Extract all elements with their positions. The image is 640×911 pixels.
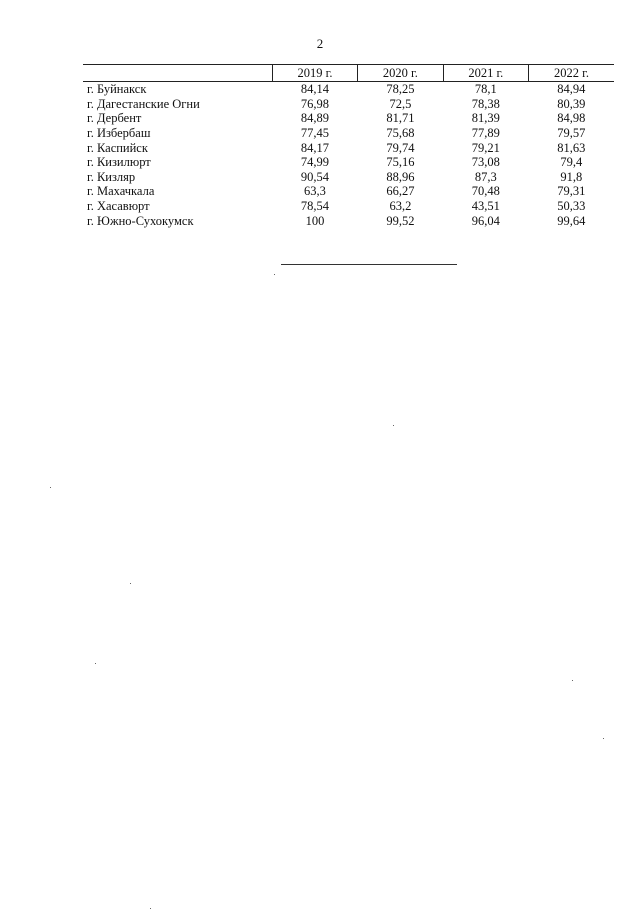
scan-speck: [572, 680, 573, 681]
table-cell: 96,04: [471, 213, 500, 228]
table-cell: 43,51: [471, 199, 500, 214]
table-header-cell: 2019 г.: [272, 65, 357, 82]
table-cell: 84,98: [557, 111, 586, 126]
table-cell: 78,54: [300, 199, 330, 214]
table-cell: 80,39: [557, 96, 586, 111]
table-cell: 50,33: [557, 199, 586, 214]
table-row: [83, 184, 614, 199]
table-cell: 78,1: [474, 82, 497, 97]
table-cell: 81,71: [386, 111, 415, 126]
table-header-cell: 2022 г.: [529, 65, 614, 82]
table-cell: 79,4: [560, 155, 583, 170]
table-cell: 79,31: [557, 184, 586, 199]
city-name: г. Каспийск: [87, 140, 148, 155]
scan-speck: [603, 738, 604, 739]
table-header-row: [83, 65, 614, 82]
table-cell: 91,8: [560, 169, 583, 184]
table-cell: 79,74: [386, 140, 415, 155]
table-row: [83, 213, 614, 228]
city-name: г. Кизляр: [87, 169, 136, 184]
table-cell: 81,39: [471, 111, 500, 126]
table-cell: 74,99: [300, 155, 330, 170]
city-name: г. Избербаш: [87, 126, 151, 141]
table-header-cell: 2021 г.: [443, 65, 528, 82]
city-name: г. Буйнакск: [87, 82, 147, 97]
scan-speck: [274, 274, 275, 275]
table-row: [83, 126, 614, 141]
data-table: [83, 64, 614, 228]
page-number: 2: [316, 36, 324, 51]
table-row: [83, 140, 614, 155]
table-cell: 81,63: [557, 140, 586, 155]
table-cell: 99,64: [557, 213, 586, 228]
table-row: [83, 111, 614, 126]
table-cell: 70,48: [471, 184, 500, 199]
scan-speck: [130, 583, 131, 584]
table-row: [83, 97, 614, 112]
scan-speck: [50, 487, 51, 488]
table-cell: 63,2: [389, 199, 412, 214]
table-cell: 75,68: [386, 126, 415, 141]
table-cell: 84,14: [300, 82, 330, 97]
table-cell: 84,94: [557, 82, 586, 97]
table-cell: 77,89: [471, 126, 500, 141]
table-header-cell: [83, 65, 272, 82]
city-name: г. Хасавюрт: [87, 199, 150, 214]
table-cell: 84,89: [300, 111, 330, 126]
table-cell: 99,52: [386, 213, 415, 228]
table-row: [83, 155, 614, 170]
city-name: г. Дагестанские Огни: [87, 96, 200, 111]
table-row: [83, 199, 614, 214]
scan-speck: [393, 425, 394, 426]
table-cell: 79,57: [557, 126, 586, 141]
table-cell: 77,45: [300, 126, 330, 141]
table-cell: 63,3: [304, 184, 326, 199]
table-cell: 72,5: [389, 96, 412, 111]
table-cell: 84,17: [300, 140, 330, 155]
scan-speck: [150, 908, 151, 909]
table-cell: 73,08: [471, 155, 500, 170]
city-name: г. Южно-Сухокумск: [87, 213, 194, 228]
table-header-cell: 2020 г.: [358, 65, 443, 82]
table-cell: 88,96: [386, 169, 415, 184]
city-name: г. Махачкала: [87, 184, 155, 199]
scan-speck: [95, 663, 96, 664]
table-cell: 78,38: [471, 96, 500, 111]
table-cell: 76,98: [300, 96, 330, 111]
table-cell: 66,27: [386, 184, 415, 199]
table-cell: 100: [305, 213, 325, 228]
city-name: г. Дербент: [87, 111, 142, 126]
table-cell: 79,21: [471, 140, 500, 155]
table-cell: 90,54: [300, 169, 330, 184]
table-cell: 87,3: [474, 169, 497, 184]
table-row: [83, 170, 614, 185]
table-row: [83, 82, 614, 97]
city-name: г. Кизилюрт: [87, 155, 151, 170]
table-cell: 78,25: [386, 82, 415, 97]
table-cell: 75,16: [386, 155, 415, 170]
end-rule-divider: [281, 264, 457, 265]
